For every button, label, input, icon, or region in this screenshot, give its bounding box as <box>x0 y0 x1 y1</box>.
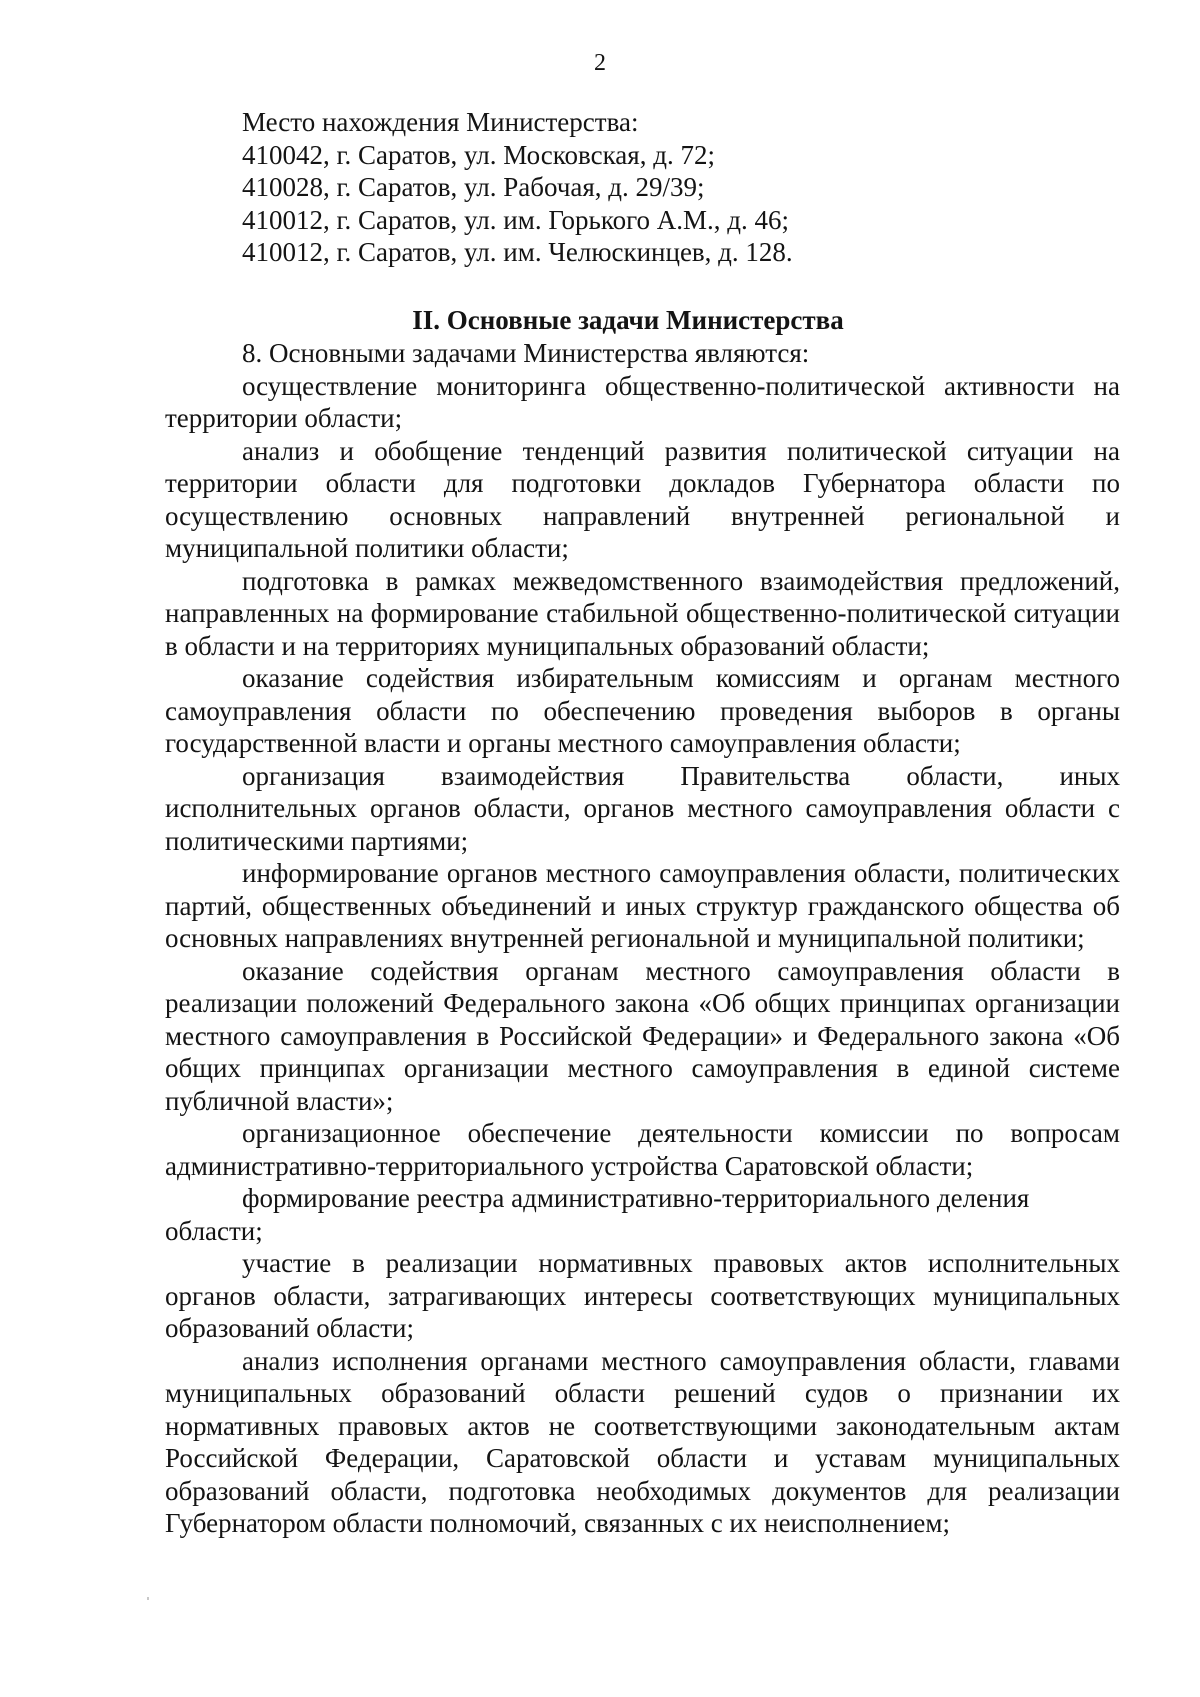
scan-artifact <box>147 1597 149 1600</box>
location-heading: Место нахождения Министерства: <box>242 107 639 137</box>
address-line: 410028, г. Саратов, ул. Рабочая, д. 29/39; <box>242 172 705 202</box>
page-number: 2 <box>594 50 606 76</box>
address-line: 410042, г. Саратов, ул. Московская, д. 72; <box>242 139 715 170</box>
task-item: участие в реализации нормативных правовых актов исполнительных органов области, затрагивающих интересы соответствующих муниципальных образований области; <box>165 1248 1120 1343</box>
task-item: формирование реестра административно-территориального деления области; <box>165 1183 1030 1246</box>
section-intro: 8. Основными задачами Министерства являются: <box>242 338 810 368</box>
task-item: подготовка в рамках межведомственного взаимодействия предложений, направленных на формирование стабильной общественно-политической ситуации в области и на территориях муниципальных образований области; <box>165 565 1120 661</box>
address-line: 410012, г. Саратов, ул. им. Челюскинцев, д. 128. <box>242 237 793 267</box>
task-item: осуществление мониторинга общественно-политической активности на территории области; <box>165 370 1120 433</box>
section-body <box>165 337 1120 1540</box>
task-item: анализ и обобщение тенденций развития политической ситуации на территории области для подготовки докладов Губернатора области по осуществлению основных направлений внутренней региональной и муниципальной политики области; <box>165 435 1120 563</box>
task-item: оказание содействия избирательным комиссиям и органам местного самоуправления области по обеспечению проведения выборов в органы государственной власти и органы местного самоуправления области; <box>165 663 1120 758</box>
task-item: организация взаимодействия Правительства области, иных исполнительных органов области, органов местного самоуправления области с политическими партиями; <box>165 760 1120 856</box>
task-item: оказание содействия органам местного самоуправления области в реализации положений Федерального закона «Об общих принципах организации местного самоуправления в Российской Федерации» и Федерального закона «Об общих принципах организации местного самоуправления в единой системе публичной власти»; <box>165 955 1120 1116</box>
section-title: II. Основные задачи Министерства <box>412 305 844 335</box>
task-item: организационное обеспечение деятельности комиссии по вопросам административно-территориального устройства Саратовской области; <box>165 1118 1120 1181</box>
address-line: 410012, г. Саратов, ул. им. Горького А.М., д. 46; <box>242 204 790 235</box>
location-block <box>242 106 1122 269</box>
task-item: информирование органов местного самоуправления области, политических партий, общественных объединений и иных структур гражданского общества об основных направлениях внутренней региональной и муниципальной политики; <box>165 858 1120 953</box>
task-item: анализ исполнения органами местного самоуправления области, главами муниципальных образований области решений судов о признании их нормативных правовых актов не соответствующими законодательным актам Российской Федерации, Саратовской области и уставам муниципальных образований области, подготовка необходимых документов для реализации Губернатором области полномочий, связанных с их неисполнением; <box>165 1345 1120 1538</box>
